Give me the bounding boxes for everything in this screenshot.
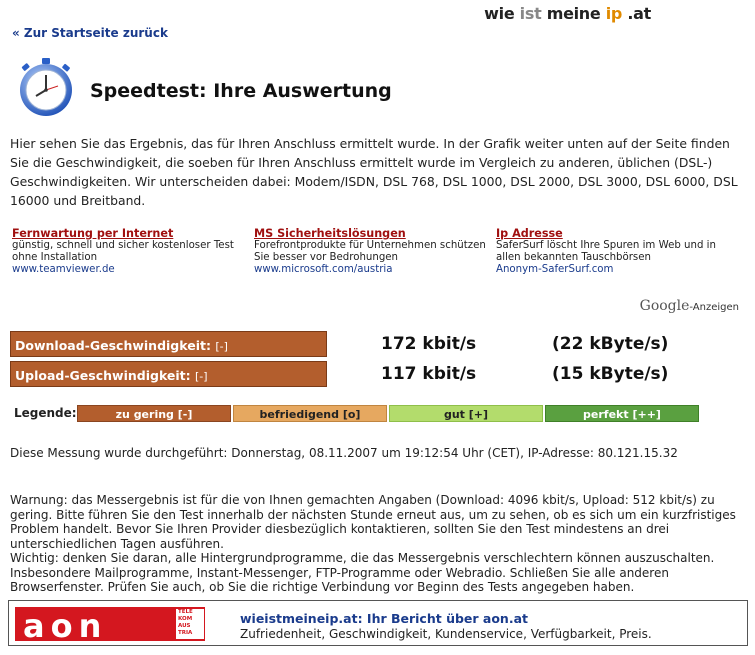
- important-paragraph: Wichtig: denken Sie daran, alle Hintergrundprogramme, die das Messergebnis verschlechtern können auszuschalten. Insbesondere Mailprogramme, Instant-Messenger, FTP-Programme oder Webradio. Schließen Sie alle anderen Browserfenster. Prüfen Sie auch, ob Sie die richtige Verbindung vor Beginn des Tests angegeben haben.: [10, 551, 715, 594]
- logo-part-wie: wie: [484, 4, 515, 23]
- logo-part-ip: ip: [605, 4, 623, 23]
- ad-safersurf[interactable]: [496, 228, 731, 276]
- intro-text: Hier sehen Sie das Ergebnis, das für Ihren Anschluss ermittelt wurde. In der Grafik weiter unten auf der Seite finden Sie die Geschwindigkeit, die soeben für Ihren Anschluss ermittelt wurde im Vergleich zu anderen, üblichen (DSL-) Geschwindigkeiten. Wir unterscheiden dabei: Modem/ISDN, DSL 768, DSL 1000, DSL 2000, DSL 3000, DSL 6000, DSL 16000 und Breitband.: [10, 136, 738, 208]
- warning-text: [10, 493, 750, 595]
- download-toggle[interactable]: [-]: [215, 340, 228, 353]
- google-brand: Google: [639, 298, 690, 314]
- upload-toggle[interactable]: [-]: [195, 370, 208, 383]
- aon-report-title[interactable]: wieistmeineip.at: Ihr Bericht über aon.at: [240, 611, 528, 626]
- download-speed-bar: [10, 331, 327, 357]
- stopwatch-icon: [14, 56, 78, 118]
- logo-part-ist: ist: [519, 4, 542, 23]
- upload-speed-bar: [10, 361, 327, 387]
- ad-url[interactable]: Anonym-SaferSurf.com: [496, 264, 614, 275]
- logo-part-at: .at: [627, 4, 651, 23]
- site-logo[interactable]: [484, 4, 651, 23]
- download-kbit-value: 172 kbit/s: [381, 334, 477, 354]
- legend-item-satisfactory: befriedigend [o]: [233, 405, 387, 422]
- download-label: Download-Geschwindigkeit:: [15, 338, 211, 353]
- aon-logo[interactable]: [15, 607, 205, 645]
- legend-item-too-low: zu gering [-]: [77, 405, 231, 422]
- ad-description: SaferSurf löscht Ihre Spuren im Web und in allen bekannten Tauschbörsen: [496, 240, 716, 263]
- aon-report-description: Zufriedenheit, Geschwindigkeit, Kundenservice, Verfügbarkeit, Preis.: [240, 627, 652, 641]
- warning-paragraph: Warnung: das Messergebnis ist für die von Ihnen gemachten Angaben (Download: 4096 kbit/s, Upload: 512 kbit/s) zu gering. Bitte führen Sie den Test innerhalb der nächsten Stunde erneut aus, um zu sehen, ob es sich um ein kurzfristiges Problem handelt. Bevor Sie Ihren Provider diesbezüglich kontaktieren, sollten Sie den Test mindestens an drei unterschiedlichen Tagen ausführen.: [10, 493, 736, 551]
- upload-label: Upload-Geschwindigkeit:: [15, 368, 191, 383]
- badge-line: TRIA: [178, 630, 193, 636]
- ad-title[interactable]: MS Sicherheitslösungen: [254, 227, 406, 240]
- ad-title[interactable]: Ip Adresse: [496, 227, 563, 240]
- legend-label: Legende:: [14, 406, 77, 420]
- ad-url[interactable]: www.teamviewer.de: [12, 264, 115, 275]
- ad-teamviewer[interactable]: [12, 228, 247, 276]
- logo-part-meine: meine: [546, 4, 601, 23]
- legend-item-perfect: perfekt [++]: [545, 405, 699, 422]
- badge-line: AUS: [178, 623, 191, 629]
- aon-logo-text: aon: [23, 607, 108, 645]
- upload-kbit-value: 117 kbit/s: [381, 364, 477, 384]
- ad-description: günstig, schnell und sicher kostenloser Test ohne Installation: [12, 240, 234, 263]
- google-ads-suffix: -Anzeigen: [689, 302, 739, 313]
- back-to-home-link[interactable]: « Zur Startseite zurück: [12, 26, 168, 40]
- ad-url[interactable]: www.microsoft.com/austria: [254, 264, 393, 275]
- upload-kbyte-value: (15 kByte/s): [552, 364, 669, 384]
- badge-line: TELE: [178, 609, 193, 615]
- google-ads-label[interactable]: [640, 298, 739, 314]
- download-kbyte-value: (22 kByte/s): [552, 334, 669, 354]
- badge-line: KOM: [178, 616, 193, 622]
- ad-description: Forefrontprodukte für Unternehmen schützen Sie besser vor Bedrohungen: [254, 240, 486, 263]
- ad-microsoft[interactable]: [254, 228, 489, 276]
- aon-report-banner[interactable]: [8, 600, 748, 646]
- legend-item-good: gut [+]: [389, 405, 543, 422]
- page-title: Speedtest: Ihre Auswertung: [90, 80, 392, 102]
- aon-logo-badge: [176, 609, 204, 639]
- measurement-info: Diese Messung wurde durchgeführt: Donnerstag, 08.11.2007 um 19:12:54 Uhr (CET), IP-Adresse: 80.121.15.32: [10, 446, 678, 460]
- ad-title[interactable]: Fernwartung per Internet: [12, 227, 174, 240]
